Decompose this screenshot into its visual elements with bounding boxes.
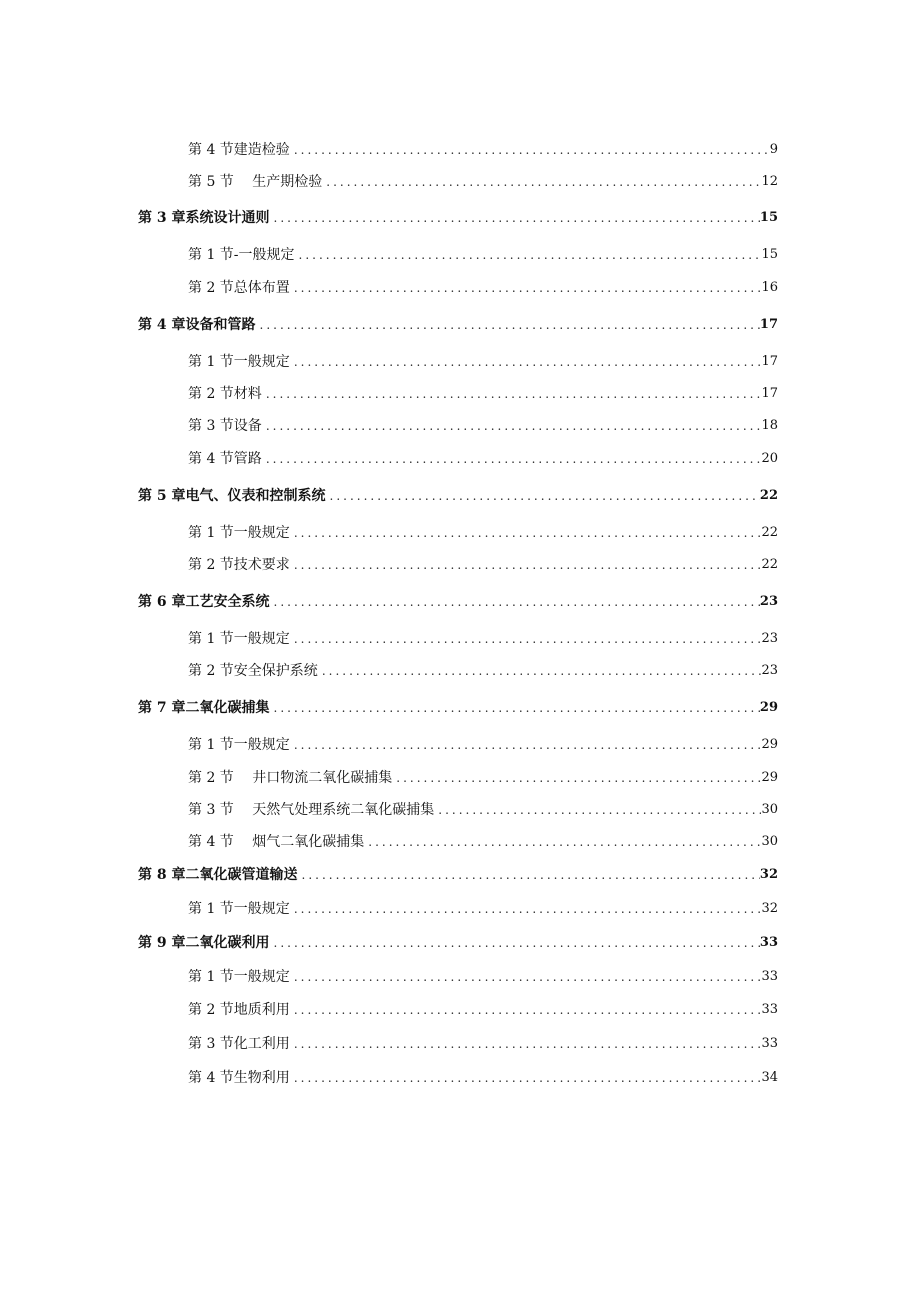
toc-entry-page: 17 [759, 317, 778, 332]
toc-entry-page: 12 [761, 174, 778, 189]
toc-entry-title: 第 2 节总体布置 [188, 280, 290, 296]
toc-chapter-entry[interactable] [138, 696, 778, 720]
toc-entry[interactable] [188, 830, 778, 854]
toc-entry-page: 22 [761, 557, 778, 572]
toc-entry-title: 第 5 章电气、仪表和控制系统 [138, 488, 326, 504]
dot-leader [290, 1071, 762, 1085]
toc-entry-title: 第 2 节地质利用 [188, 1002, 290, 1018]
toc-entry-page: 30 [761, 834, 778, 849]
toc-entry-page: 29 [759, 700, 778, 715]
toc-chapter-entry[interactable] [138, 484, 778, 508]
toc-entry-page: 22 [759, 488, 778, 503]
dot-leader [290, 558, 762, 572]
dot-leader [322, 175, 761, 189]
dot-leader [290, 526, 762, 540]
toc-entry-title: 第 4 节 烟气二氧化碳捕集 [188, 834, 365, 850]
toc-entry[interactable] [188, 1032, 778, 1056]
dot-leader [270, 936, 760, 950]
toc-entry-title: 第 8 章二氧化碳管道输送 [138, 867, 298, 883]
toc-entry-title: 第 1 节-一般规定 [188, 247, 295, 263]
dot-leader [392, 771, 761, 785]
toc-entry-title: 第 1 节一般规定 [188, 354, 290, 370]
toc-entry-title: 第 1 节一般规定 [188, 901, 290, 917]
toc-chapter-entry[interactable] [138, 206, 778, 230]
toc-entry[interactable] [188, 350, 778, 374]
toc-entry[interactable] [188, 627, 778, 651]
toc-entry[interactable] [188, 766, 778, 790]
toc-entry-title: 第 5 节 生产期检验 [188, 174, 323, 190]
dot-leader [290, 143, 770, 157]
toc-entry-page: 16 [761, 280, 778, 295]
toc-entry-title: 第 1 节一般规定 [188, 969, 290, 985]
toc-entry[interactable] [188, 414, 778, 438]
dot-leader [298, 868, 760, 882]
toc-entry-page: 30 [761, 802, 778, 817]
toc-entry-page: 18 [761, 418, 778, 433]
dot-leader [262, 419, 762, 433]
dot-leader [290, 355, 762, 369]
toc-entry[interactable] [188, 521, 778, 545]
toc-entry-page: 29 [761, 737, 778, 752]
toc-entry[interactable] [188, 733, 778, 757]
toc-entry-title: 第 4 节建造检验 [188, 142, 290, 158]
toc-entry-title: 第 2 节 井口物流二氧化碳捕集 [188, 770, 393, 786]
toc-entry-title: 第 4 节管路 [188, 451, 262, 467]
dot-leader [290, 281, 762, 295]
toc-chapter-entry[interactable] [138, 931, 778, 955]
toc-entry-title: 第 3 节化工利用 [188, 1036, 290, 1052]
toc-entry-title: 第 2 节安全保护系统 [188, 663, 318, 679]
toc-entry-title: 第 9 章二氧化碳利用 [138, 935, 270, 951]
toc-entry-page: 15 [759, 210, 778, 225]
dot-leader [290, 1003, 762, 1017]
toc-entry-title: 第 3 节设备 [188, 418, 262, 434]
dot-leader [295, 248, 762, 262]
toc-entry[interactable] [188, 138, 778, 162]
dot-leader [318, 664, 762, 678]
toc-entry-title: 第 4 章设备和管路 [138, 317, 256, 333]
toc-entry-title: 第 4 节生物利用 [188, 1070, 290, 1086]
dot-leader [270, 211, 760, 225]
toc-entry-page: 20 [761, 451, 778, 466]
toc-entry-page: 33 [761, 969, 778, 984]
toc-entry[interactable] [188, 965, 778, 989]
dot-leader [290, 902, 762, 916]
toc-entry-page: 17 [761, 386, 778, 401]
dot-leader [262, 387, 762, 401]
toc-entry[interactable] [188, 659, 778, 683]
toc-entry[interactable] [188, 1066, 778, 1090]
toc-chapter-entry[interactable] [138, 863, 778, 887]
dot-leader [290, 632, 762, 646]
toc-entry-page: 17 [761, 354, 778, 369]
dot-leader [434, 803, 761, 817]
toc-entry[interactable] [188, 447, 778, 471]
toc-chapter-entry[interactable] [138, 590, 778, 614]
toc-entry-title: 第 7 章二氧化碳捕集 [138, 700, 270, 716]
dot-leader [270, 595, 760, 609]
toc-entry-page: 23 [759, 594, 778, 609]
toc-entry[interactable] [188, 798, 778, 822]
dot-leader [364, 835, 761, 849]
toc-entry-page: 9 [769, 142, 778, 157]
toc-entry-title: 第 3 章系统设计通则 [138, 210, 270, 226]
toc-entry-title: 第 3 节 天然气处理系统二氧化碳捕集 [188, 802, 435, 818]
toc-entry[interactable] [188, 998, 778, 1022]
toc-entry-page: 33 [761, 1002, 778, 1017]
toc-entry-page: 33 [759, 935, 778, 950]
toc-entry-page: 33 [761, 1036, 778, 1051]
toc-entry[interactable] [188, 897, 778, 921]
toc-entry-title: 第 1 节一般规定 [188, 525, 290, 541]
toc-entry-page: 34 [761, 1070, 778, 1085]
toc-entry[interactable] [188, 170, 778, 194]
dot-leader [262, 452, 762, 466]
toc-entry-page: 22 [761, 525, 778, 540]
dot-leader [290, 1037, 762, 1051]
toc-entry-page: 29 [761, 770, 778, 785]
toc-entry-title: 第 6 章工艺安全系统 [138, 594, 270, 610]
toc-entry[interactable] [188, 382, 778, 406]
toc-entry[interactable] [188, 243, 778, 267]
toc-entry-title: 第 2 节技术要求 [188, 557, 290, 573]
toc-chapter-entry[interactable] [138, 313, 778, 337]
dot-leader [326, 489, 760, 503]
dot-leader [290, 738, 762, 752]
toc-entry-title: 第 2 节材料 [188, 386, 262, 402]
toc-entry-page: 23 [761, 663, 778, 678]
toc-entry-page: 15 [761, 247, 778, 262]
toc-entry[interactable] [188, 276, 778, 300]
dot-leader [256, 318, 760, 332]
toc-entry-title: 第 1 节一般规定 [188, 631, 290, 647]
dot-leader [290, 970, 762, 984]
toc-entry-title: 第 1 节一般规定 [188, 737, 290, 753]
toc-entry-page: 32 [759, 867, 778, 882]
toc-entry-page: 32 [761, 901, 778, 916]
toc-entry[interactable] [188, 553, 778, 577]
dot-leader [270, 701, 760, 715]
toc-entry-page: 23 [761, 631, 778, 646]
